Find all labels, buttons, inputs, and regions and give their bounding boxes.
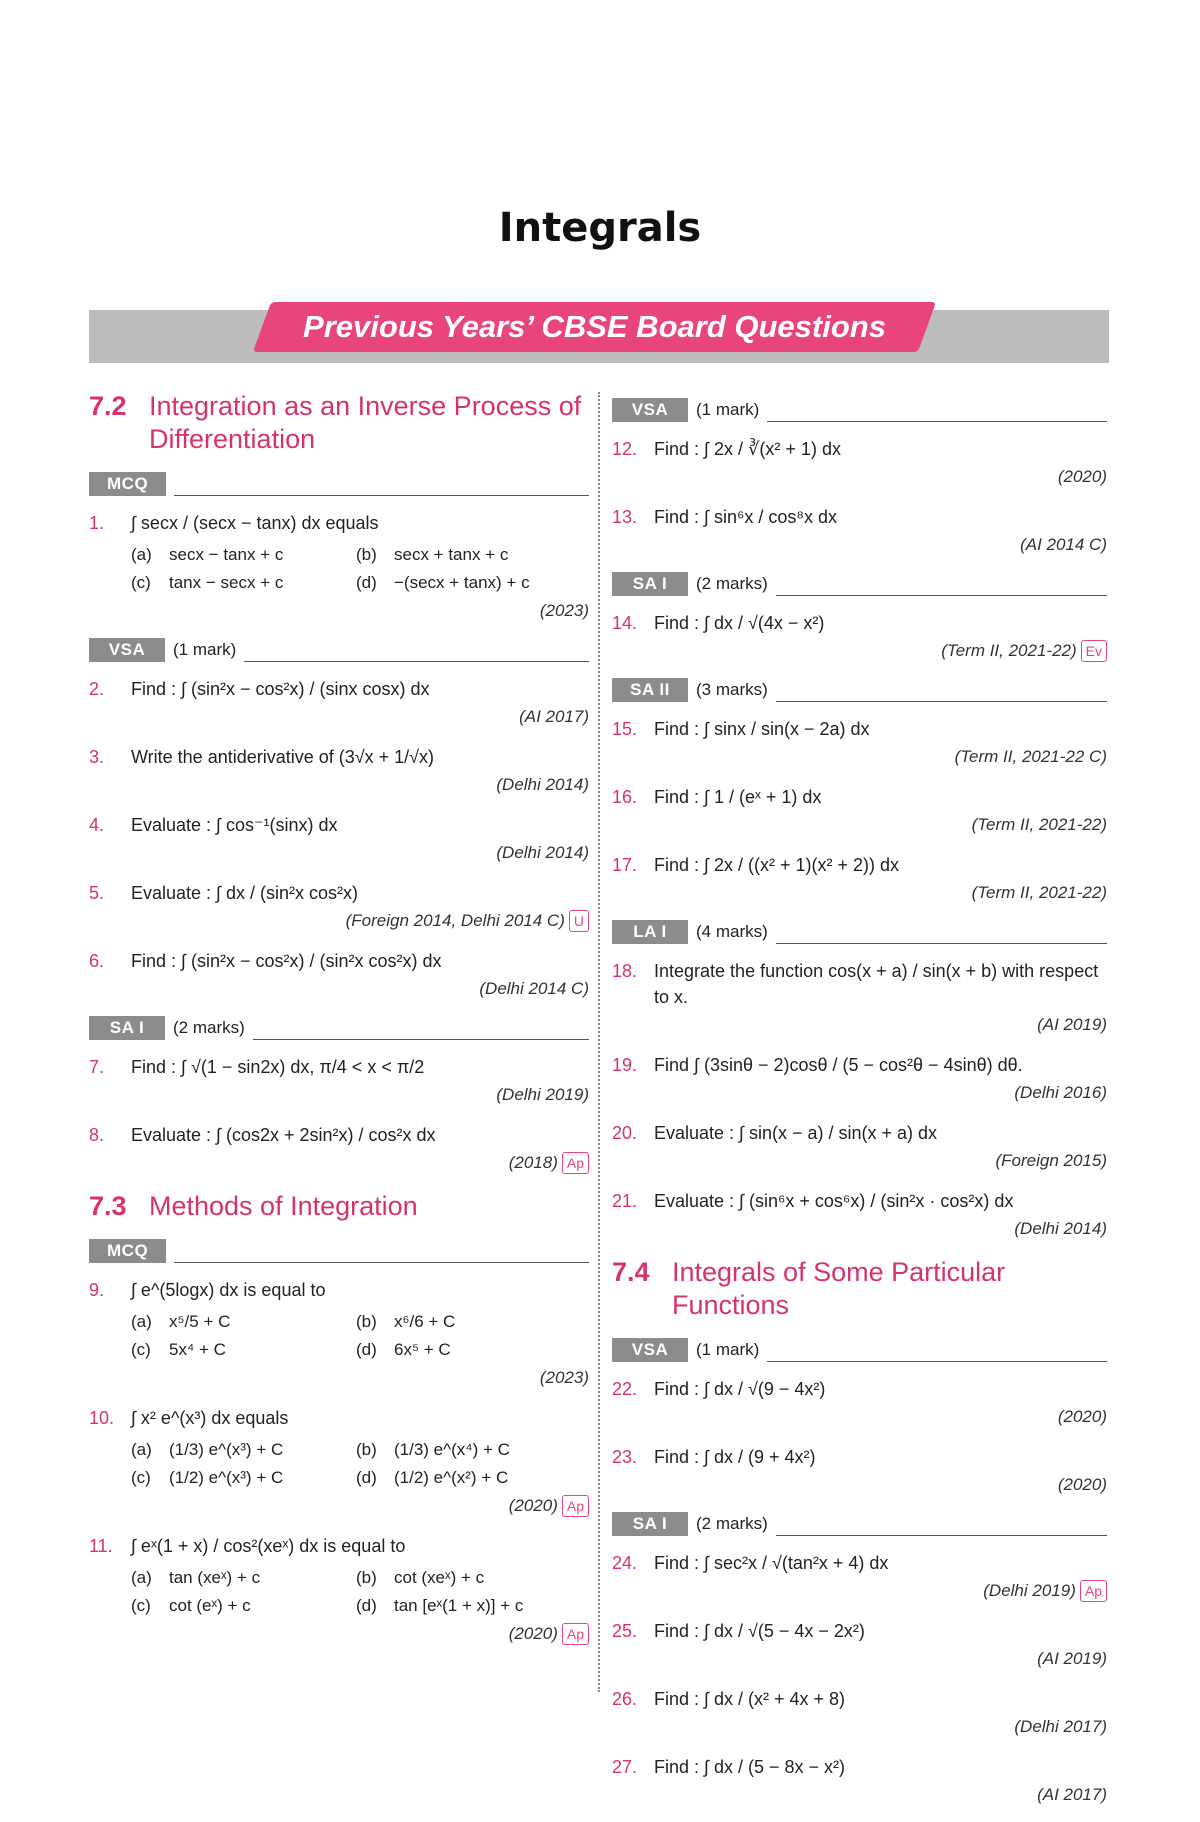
question-source: (Term II, 2021-22) Ev (654, 638, 1107, 664)
category-rule (776, 595, 1107, 596)
question-number: 9. (89, 1280, 105, 1300)
category-marks: (3 marks) (696, 680, 768, 699)
option-d: (d) 6x⁵ + C (356, 1340, 451, 1359)
question-source: (Foreign 2015) (995, 1151, 1107, 1170)
question-number: 11. (89, 1536, 113, 1556)
question-18 (612, 958, 1107, 1038)
question-14 (612, 610, 1107, 664)
category-mcq (89, 472, 589, 496)
difficulty-badge: Ap (562, 1152, 589, 1174)
option-c: (c) (1/2) e^(x³) + C (131, 1468, 284, 1487)
section-number: 7.4 (612, 1257, 650, 1287)
category-marks: (2 marks) (696, 574, 768, 593)
options (131, 1309, 589, 1363)
category-tag: SA I (612, 1512, 688, 1536)
question-26 (612, 1686, 1107, 1740)
question-number: 23. (612, 1447, 638, 1467)
question-source: (2020) (1057, 1407, 1107, 1426)
category-rule (244, 661, 589, 662)
option-d: (d) tan [eˣ(1 + x)] + c (356, 1596, 524, 1615)
question-6 (89, 948, 589, 1002)
category-tag: SA I (612, 572, 688, 596)
question-number: 15. (612, 719, 638, 739)
question-source: (AI 2017) (519, 707, 589, 726)
question-text: Evaluate : ∫ (cos2x + 2sin²x) / cos²x dx (131, 1125, 436, 1145)
question-source: (AI 2014 C) (1020, 535, 1107, 554)
category-rule (776, 943, 1107, 944)
question-text: Find : ∫ 2x / ((x² + 1)(x² + 2)) dx (654, 855, 899, 875)
difficulty-badge: Ap (562, 1495, 589, 1517)
question-source: (2020) (1057, 1475, 1107, 1494)
question-text: Evaluate : ∫ (sin⁶x + cos⁶x) / (sin²x · cos²x) dx (654, 1191, 1014, 1211)
column-divider (598, 392, 600, 1692)
category-mcq (89, 1239, 589, 1263)
question-3 (89, 744, 589, 798)
question-17 (612, 852, 1107, 906)
question-source: (AI 2019) (1037, 1015, 1107, 1034)
option-b: (b) (1/3) e^(x⁴) + C (356, 1440, 510, 1459)
category-vsa (612, 398, 1107, 422)
question-source: (Delhi 2016) (1014, 1083, 1107, 1102)
question-number: 7. (89, 1057, 105, 1077)
option-b: (b) secx + tanx + c (356, 545, 509, 564)
options (131, 1437, 589, 1491)
question-text: Find : ∫ dx / √(5 − 4x − 2x²) (654, 1621, 865, 1641)
section-title: Integration as an Inverse Process of Differentiation (149, 391, 582, 454)
option-c: (c) tanx − secx + c (131, 573, 284, 592)
category-marks: (2 marks) (696, 1514, 768, 1533)
question-text: ∫ x² e^(x³) dx equals (131, 1408, 289, 1428)
category-rule (767, 1361, 1107, 1362)
option-a: (a) x⁵/5 + C (131, 1312, 231, 1331)
question-number: 24. (612, 1553, 638, 1573)
category-marks: (2 marks) (173, 1018, 245, 1037)
banner-title: Previous Years’ CBSE Board Questions (303, 309, 886, 344)
section-title: Integrals of Some Particular Functions (672, 1257, 1006, 1320)
category-marks: (1 mark) (696, 1340, 760, 1359)
question-text: Evaluate : ∫ dx / (sin²x cos²x) (131, 883, 358, 903)
question-source: (Term II, 2021-22 C) (954, 747, 1107, 766)
question-number: 25. (612, 1621, 638, 1641)
difficulty-badge: Ap (1080, 1580, 1107, 1602)
question-source: (2023) (539, 601, 589, 620)
question-13 (612, 504, 1107, 558)
page-title: Integrals (498, 205, 702, 251)
question-source: (AI 2019) (1037, 1649, 1107, 1668)
question-number: 19. (612, 1055, 638, 1075)
question-text: Evaluate : ∫ sin(x − a) / sin(x + a) dx (654, 1123, 938, 1143)
category-rule (174, 1262, 589, 1263)
question-text: Write the antiderivative of (3√x + 1/√x) (131, 747, 435, 767)
question-source: (Delhi 2019) (496, 1085, 589, 1104)
question-24 (612, 1550, 1107, 1604)
question-text: Find : ∫ dx / (x² + 4x + 8) (654, 1689, 845, 1709)
category-la1 (612, 920, 1107, 944)
question-text: Integrate the function cos(x + a) / sin(x + b) with respect to x. (654, 961, 1099, 1007)
question-number: 20. (612, 1123, 638, 1143)
options (131, 542, 589, 596)
section-number: 7.2 (89, 391, 127, 421)
category-sa1 (612, 572, 1107, 596)
question-source: (Term II, 2021-22) (971, 815, 1107, 834)
question-7 (89, 1054, 589, 1108)
category-tag: VSA (612, 398, 688, 422)
category-rule (174, 495, 589, 496)
section-heading-7-3 (89, 1190, 589, 1223)
question-20 (612, 1120, 1107, 1174)
question-8 (89, 1122, 589, 1176)
option-b: (b) cot (xeˣ) + c (356, 1568, 485, 1587)
question-number: 10. (89, 1408, 115, 1428)
question-number: 17. (612, 855, 638, 875)
category-tag: SA II (612, 678, 688, 702)
right-column (612, 390, 1107, 1822)
question-source: (2018) Ap (131, 1150, 589, 1176)
question-text: ∫ secx / (secx − tanx) dx equals (131, 513, 379, 533)
category-tag: VSA (612, 1338, 688, 1362)
question-4 (89, 812, 589, 866)
option-a: (a) secx − tanx + c (131, 545, 284, 564)
option-c: (c) 5x⁴ + C (131, 1340, 226, 1359)
question-21 (612, 1188, 1107, 1242)
question-23 (612, 1444, 1107, 1498)
option-d: (d) −(secx + tanx) + c (356, 573, 530, 592)
question-text: Find : ∫ (sin²x − cos²x) / (sinx cosx) dx (131, 679, 430, 699)
question-source: (Delhi 2014 C) (479, 979, 589, 998)
question-15 (612, 716, 1107, 770)
question-number: 2. (89, 679, 105, 699)
question-source: (AI 2017) (1037, 1785, 1107, 1804)
difficulty-badge: U (569, 910, 589, 932)
left-column (89, 390, 589, 1661)
question-12 (612, 436, 1107, 490)
option-b: (b) x⁶/6 + C (356, 1312, 456, 1331)
category-vsa (89, 638, 589, 662)
question-25 (612, 1618, 1107, 1672)
section-heading-7-2 (89, 390, 589, 456)
question-source: (Delhi 2014) (1014, 1219, 1107, 1238)
category-tag: MCQ (89, 1239, 166, 1263)
question-text: Find ∫ (3sinθ − 2)cosθ / (5 − cos²θ − 4sinθ) dθ. (654, 1055, 1023, 1075)
question-22 (612, 1376, 1107, 1430)
difficulty-badge: Ap (562, 1623, 589, 1645)
category-sa1 (612, 1512, 1107, 1536)
section-heading-7-4 (612, 1256, 1107, 1322)
question-text: Find : ∫ (sin²x − cos²x) / (sin²x cos²x) dx (131, 951, 442, 971)
question-text: ∫ eˣ(1 + x) / cos²(xeˣ) dx is equal to (131, 1536, 406, 1556)
question-27 (612, 1754, 1107, 1808)
section-number: 7.3 (89, 1191, 127, 1221)
question-number: 5. (89, 883, 105, 903)
question-text: Evaluate : ∫ cos⁻¹(sinx) dx (131, 815, 338, 835)
category-tag: LA I (612, 920, 688, 944)
category-rule (776, 701, 1107, 702)
options (131, 1565, 589, 1619)
question-text: Find : ∫ dx / √(4x − x²) (654, 613, 825, 633)
question-number: 8. (89, 1125, 105, 1145)
category-tag: VSA (89, 638, 165, 662)
category-rule (776, 1535, 1107, 1536)
category-rule (253, 1039, 589, 1040)
question-text: Find : ∫ dx / √(9 − 4x²) (654, 1379, 826, 1399)
question-number: 12. (612, 439, 638, 459)
question-source: (Delhi 2014) (496, 775, 589, 794)
option-a: (a) tan (xeˣ) + c (131, 1568, 261, 1587)
question-text: Find : ∫ dx / (5 − 8x − x²) (654, 1757, 845, 1777)
question-source: (Delhi 2017) (1014, 1717, 1107, 1736)
question-number: 1. (89, 513, 105, 533)
question-text: Find : ∫ √(1 − sin2x) dx, π/4 < x < π/2 (131, 1057, 425, 1077)
question-source: (Term II, 2021-22) (971, 883, 1107, 902)
category-sa1 (89, 1016, 589, 1040)
option-a: (a) (1/3) e^(x³) + C (131, 1440, 284, 1459)
category-tag: SA I (89, 1016, 165, 1040)
question-1 (89, 510, 589, 624)
category-sa2 (612, 678, 1107, 702)
question-source: (Delhi 2014) (496, 843, 589, 862)
question-source: (2020) (1057, 467, 1107, 486)
question-text: Find : ∫ dx / (9 + 4x²) (654, 1447, 816, 1467)
question-text: ∫ e^(5logx) dx is equal to (131, 1280, 326, 1300)
question-5 (89, 880, 589, 934)
question-number: 13. (612, 507, 638, 527)
option-c: (c) cot (eˣ) + c (131, 1596, 251, 1615)
question-number: 18. (612, 961, 638, 981)
difficulty-badge: Ev (1081, 640, 1107, 662)
question-text: Find : ∫ sin⁶x / cos⁸x dx (654, 507, 837, 527)
question-number: 3. (89, 747, 105, 767)
question-number: 4. (89, 815, 105, 835)
question-text: Find : ∫ 1 / (eˣ + 1) dx (654, 787, 822, 807)
question-number: 21. (612, 1191, 638, 1211)
question-source: (2023) (539, 1368, 589, 1387)
question-text: Find : ∫ sec²x / √(tan²x + 4) dx (654, 1553, 889, 1573)
category-marks: (1 mark) (173, 640, 237, 659)
question-9 (89, 1277, 589, 1391)
question-number: 14. (612, 613, 638, 633)
question-source: (Foreign 2014, Delhi 2014 C) U (131, 908, 589, 934)
question-number: 27. (612, 1757, 638, 1777)
section-title: Methods of Integration (149, 1191, 418, 1221)
question-number: 22. (612, 1379, 638, 1399)
question-number: 16. (612, 787, 638, 807)
category-rule (767, 421, 1107, 422)
category-vsa (612, 1338, 1107, 1362)
question-number: 26. (612, 1689, 638, 1709)
question-source: (2020) Ap (131, 1621, 589, 1647)
question-source: (2020) Ap (131, 1493, 589, 1519)
question-16 (612, 784, 1107, 838)
question-10 (89, 1405, 589, 1519)
category-marks: (1 mark) (696, 400, 760, 419)
question-2 (89, 676, 589, 730)
question-text: Find : ∫ 2x / ∛(x² + 1) dx (654, 439, 841, 459)
category-tag: MCQ (89, 472, 166, 496)
question-19 (612, 1052, 1107, 1106)
question-number: 6. (89, 951, 105, 971)
question-11 (89, 1533, 589, 1647)
category-marks: (4 marks) (696, 922, 768, 941)
question-text: Find : ∫ sinx / sin(x − 2a) dx (654, 719, 870, 739)
question-source: (Delhi 2019) Ap (654, 1578, 1107, 1604)
option-d: (d) (1/2) e^(x²) + C (356, 1468, 509, 1487)
